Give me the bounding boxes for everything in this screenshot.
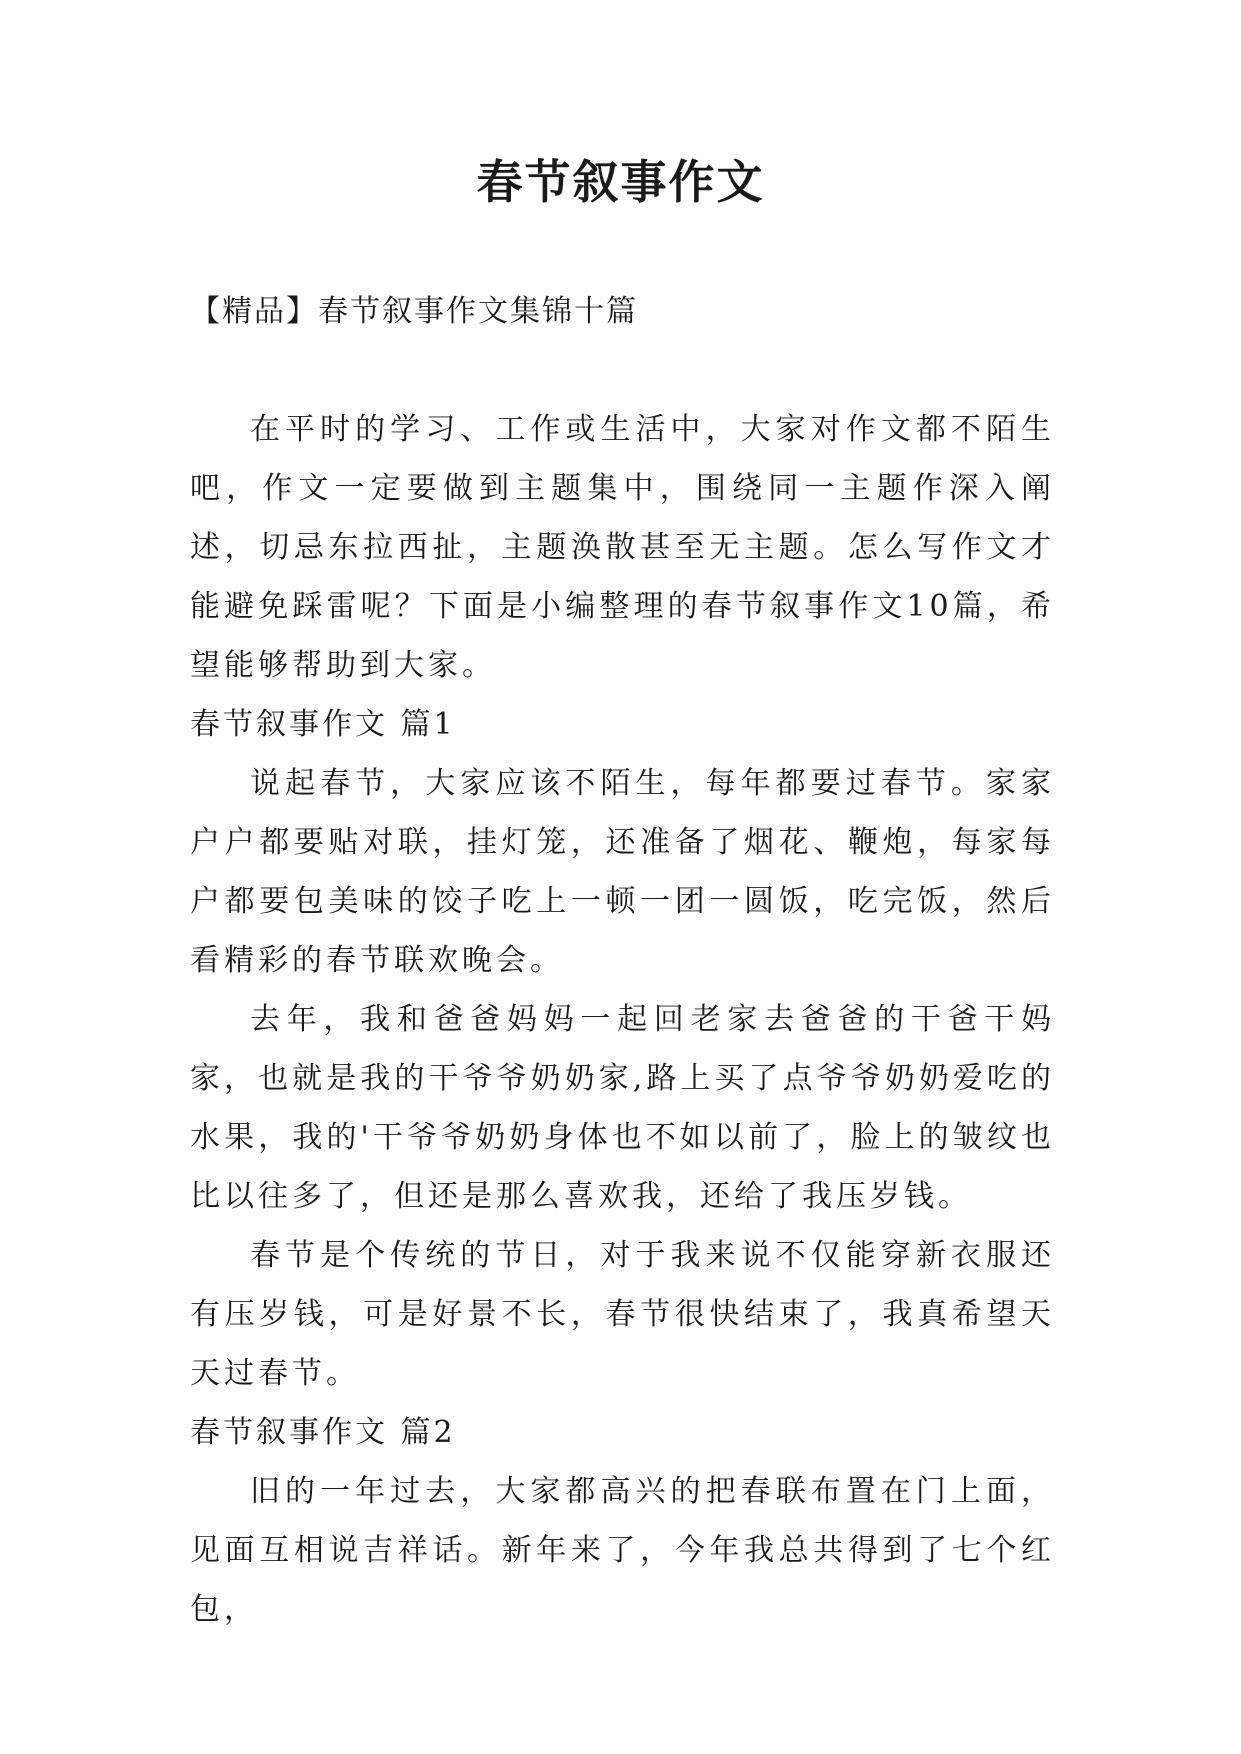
document-subtitle: 【精品】春节叙事作文集锦十篇	[190, 294, 638, 329]
document-title: 春节叙事作文	[476, 155, 765, 209]
intro-paragraph: 在平时的学习、工作或生活中，大家对作文都不陌生吧，作文一定要做到主题集中，围绕同一主题作深入阐述，切忌东拉西扯，主题涣散甚至无主题。怎么写作文才能避免踩雷呢？下面是小编整理的春节叙事作文10篇，希望能够帮助到大家。	[190, 412, 1055, 683]
section-paragraph: 春节是个传统的节日，对于我来说不仅能穿新衣服还有压岁钱，可是好景不长，春节很快结束了，我真希望天天过春节。	[190, 1238, 1055, 1391]
section-paragraph: 旧的一年过去，大家都高兴的把春联布置在门上面，见面互相说吉祥话。新年来了，今年我总共得到了七个红包，	[190, 1474, 1055, 1627]
section-paragraph: 说起春节，大家应该不陌生，每年都要过春节。家家户户都要贴对联，挂灯笼，还准备了烟花、鞭炮，每家每户都要包美味的饺子吃上一顿一团一圆饭，吃完饭，然后看精彩的春节联欢晚会。	[190, 766, 1055, 978]
section-heading: 春节叙事作文 篇2	[190, 1415, 456, 1450]
essay-section-1	[190, 695, 1055, 1403]
section-paragraph: 去年，我和爸爸妈妈一起回老家去爸爸的干爸干妈家，也就是我的干爷爷奶奶家,路上买了点爷爷奶奶爱吃的水果，我的'干爷爷奶奶身体也不如以前了，脸上的皱纹也比以往多了，但还是那么喜欢我，还给了我压岁钱。	[190, 1002, 1055, 1214]
section-heading: 春节叙事作文 篇1	[190, 707, 456, 742]
essay-section-2	[190, 1403, 1055, 1639]
document-body	[190, 290, 1055, 1639]
